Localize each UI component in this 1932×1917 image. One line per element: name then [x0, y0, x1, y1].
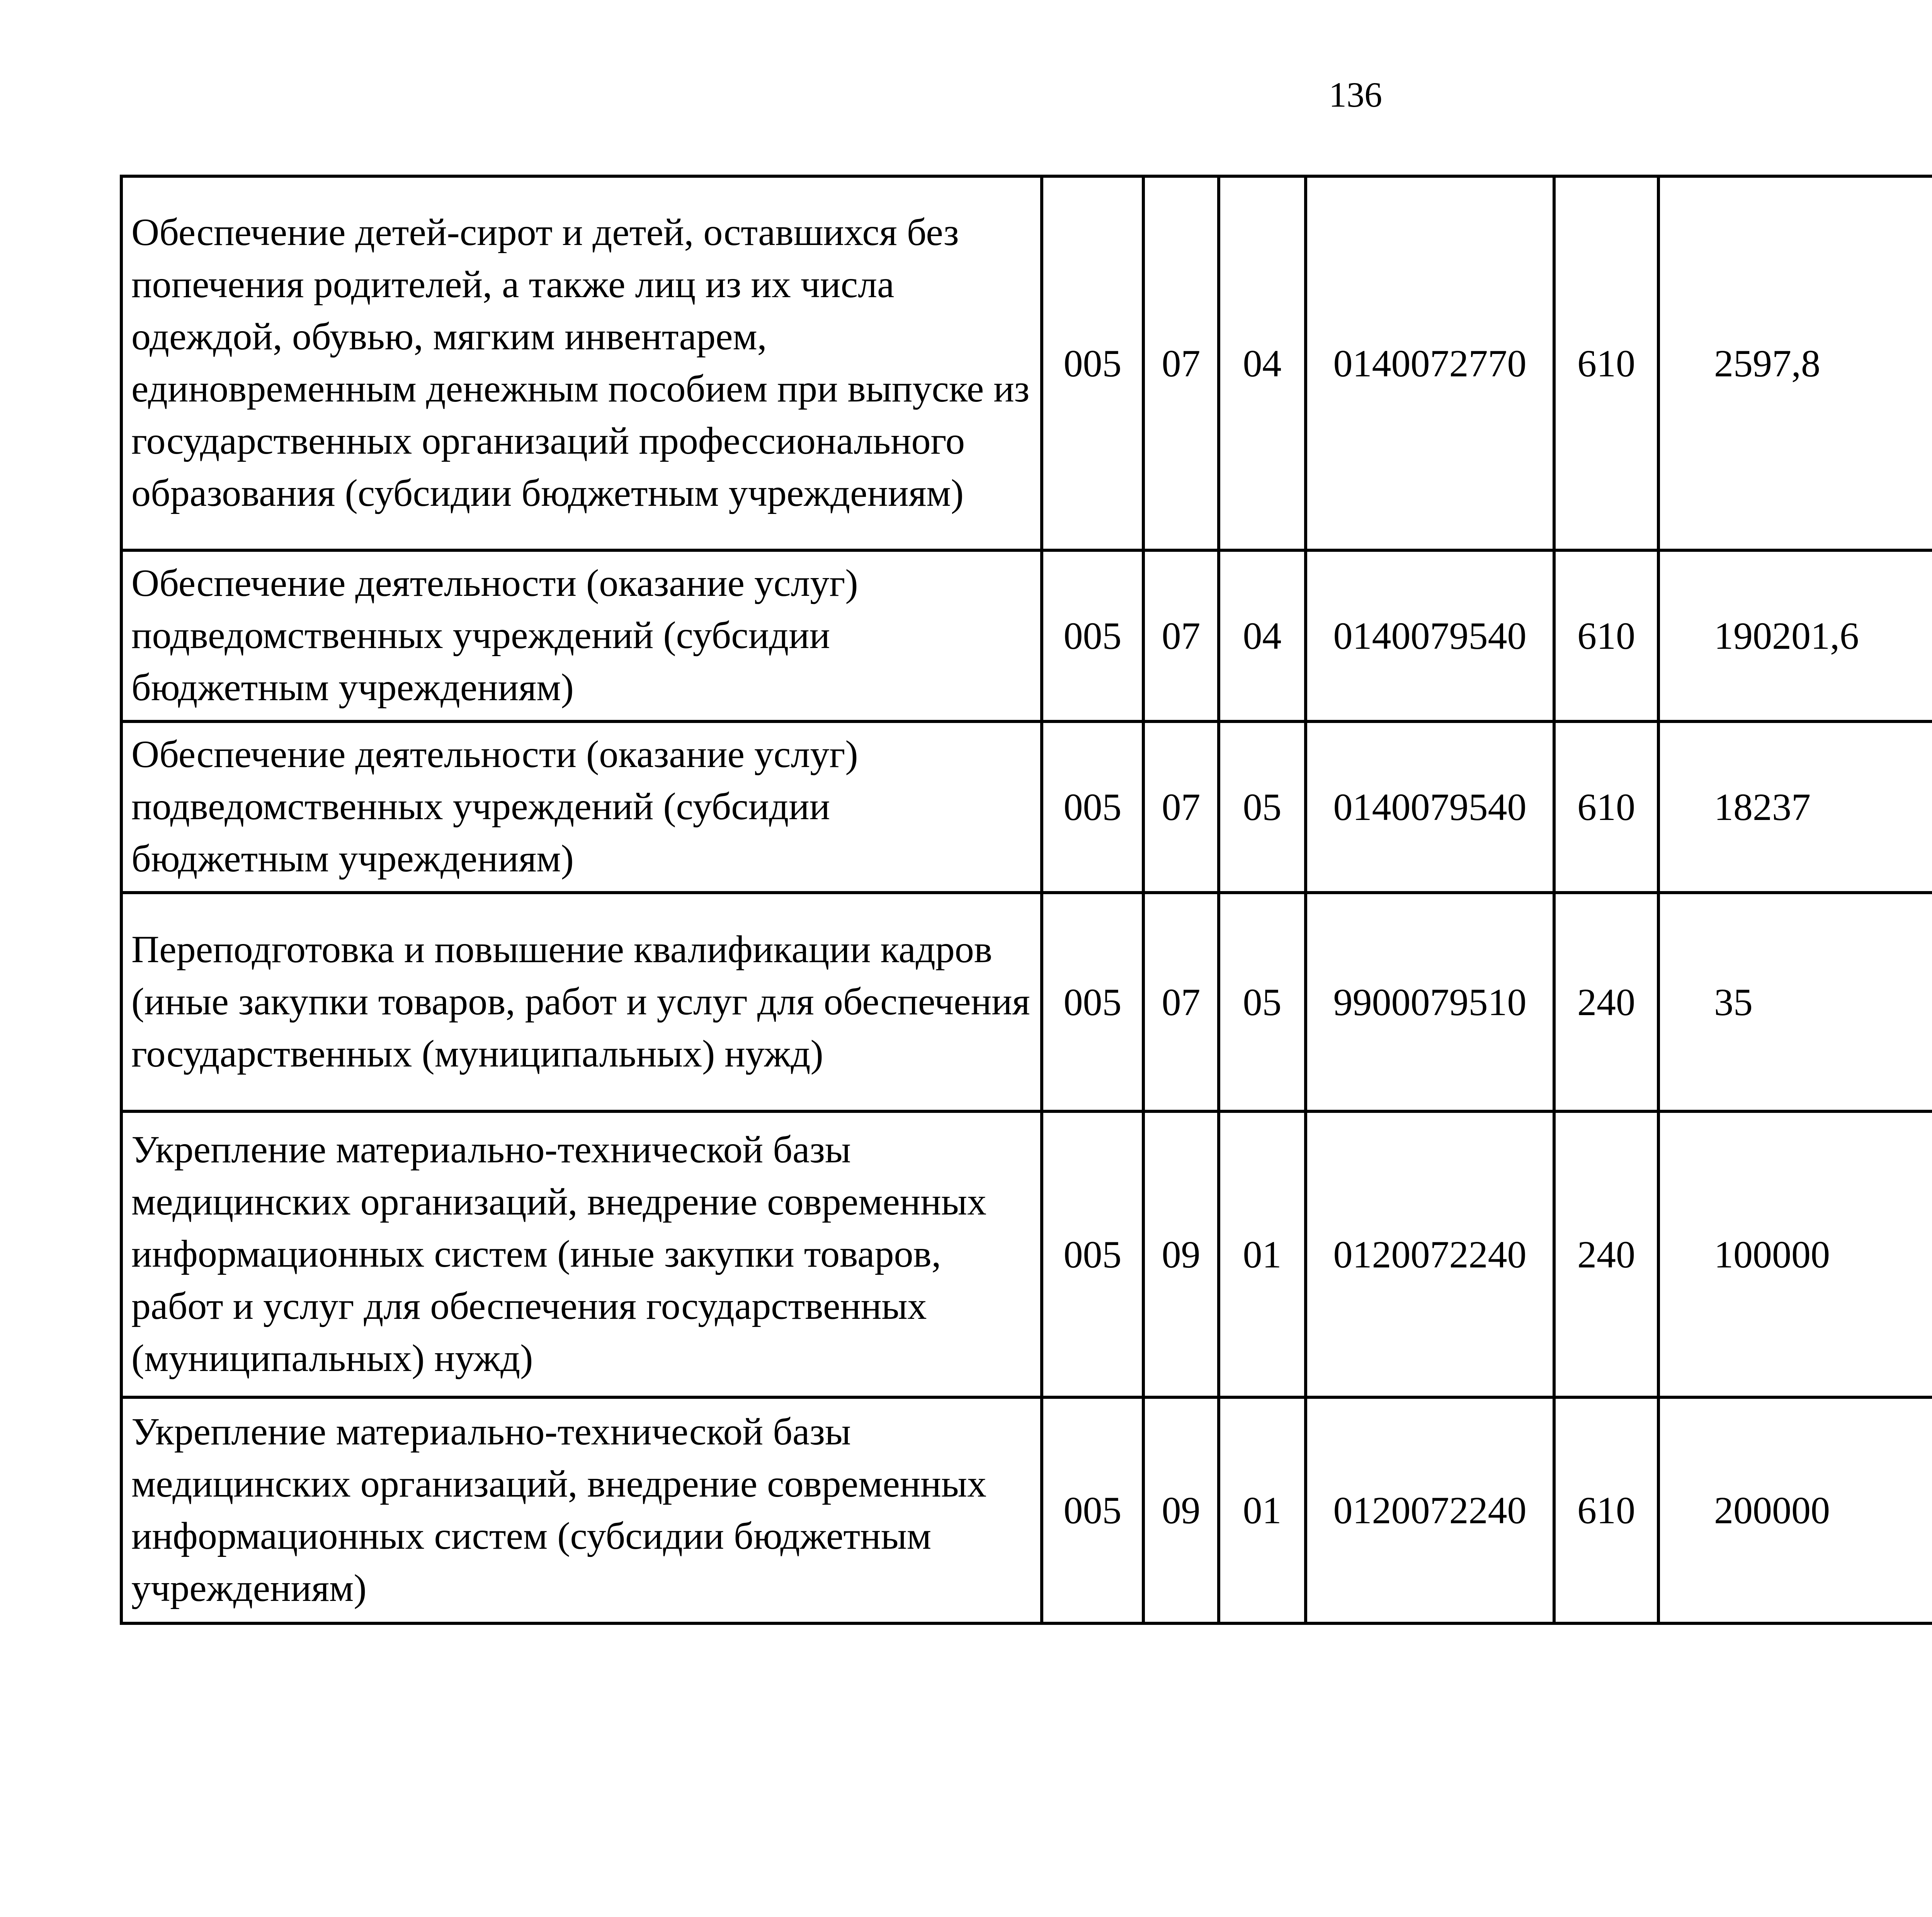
row-description: Обеспечение детей-сирот и детей, оставшихся без попечения родителей, а также лиц из их числа одеждой, обувью, мягким инвентарем, единовременным денежным пособием при выпуске из государственных организаций профессионального образования (субсидии бюджетным учреждениям) — [121, 176, 1042, 550]
table-row — [121, 721, 1932, 893]
target-article-code: 0120072240 — [1306, 1397, 1554, 1623]
expense-type-code: 240 — [1554, 893, 1658, 1111]
ministry-code: 005 — [1042, 1397, 1143, 1623]
ministry-code: 005 — [1042, 721, 1143, 893]
section-code: 07 — [1143, 550, 1219, 721]
target-article-code: 0140072770 — [1306, 176, 1554, 550]
target-article-code: 0120072240 — [1306, 1111, 1554, 1397]
subsection-code: 05 — [1219, 721, 1306, 893]
table-row — [121, 893, 1932, 1111]
target-article-code: 9900079510 — [1306, 893, 1554, 1111]
amount-1: 190201,6 — [1658, 550, 1932, 721]
table-row — [121, 1397, 1932, 1623]
row-description: Укрепление материально-технической базы медицинских организаций, внедрение современных информационных систем (иные закупки товаров, работ и услуг для обеспечения государственных (муниципальных) нужд) — [121, 1111, 1042, 1397]
expense-type-code: 610 — [1554, 1397, 1658, 1623]
subsection-code: 01 — [1219, 1111, 1306, 1397]
section-code: 09 — [1143, 1111, 1219, 1397]
budget-table — [120, 175, 1932, 1625]
table-row — [121, 176, 1932, 550]
section-code: 07 — [1143, 893, 1219, 1111]
page-number: 136 — [1329, 75, 1382, 114]
section-code: 09 — [1143, 1397, 1219, 1623]
table-row — [121, 1111, 1932, 1397]
amount-1: 35 — [1658, 893, 1932, 1111]
target-article-code: 0140079540 — [1306, 550, 1554, 721]
subsection-code: 01 — [1219, 1397, 1306, 1623]
expense-type-code: 610 — [1554, 550, 1658, 721]
ministry-code: 005 — [1042, 893, 1143, 1111]
amount-1: 18237 — [1658, 721, 1932, 893]
amount-1: 2597,8 — [1658, 176, 1932, 550]
target-article-code: 0140079540 — [1306, 721, 1554, 893]
section-code: 07 — [1143, 176, 1219, 550]
table-row — [121, 550, 1932, 721]
row-description: Обеспечение деятельности (оказание услуг) подведомственных учреждений (субсидии бюджетным учреждениям) — [121, 550, 1042, 721]
subsection-code: 04 — [1219, 176, 1306, 550]
row-description: Переподготовка и повышение квалификации кадров (иные закупки товаров, работ и услуг для обеспечения государственных (муниципальных) нужд) — [121, 893, 1042, 1111]
expense-type-code: 240 — [1554, 1111, 1658, 1397]
ministry-code: 005 — [1042, 1111, 1143, 1397]
row-description: Укрепление материально-технической базы медицинских организаций, внедрение современных информационных систем (субсидии бюджетным учреждениям) — [121, 1397, 1042, 1623]
ministry-code: 005 — [1042, 550, 1143, 721]
subsection-code: 05 — [1219, 893, 1306, 1111]
amount-1: 200000 — [1658, 1397, 1932, 1623]
subsection-code: 04 — [1219, 550, 1306, 721]
ministry-code: 005 — [1042, 176, 1143, 550]
amount-1: 100000 — [1658, 1111, 1932, 1397]
expense-type-code: 610 — [1554, 176, 1658, 550]
expense-type-code: 610 — [1554, 721, 1658, 893]
row-description: Обеспечение деятельности (оказание услуг) подведомственных учреждений (субсидии бюджетным учреждениям) — [121, 721, 1042, 893]
section-code: 07 — [1143, 721, 1219, 893]
